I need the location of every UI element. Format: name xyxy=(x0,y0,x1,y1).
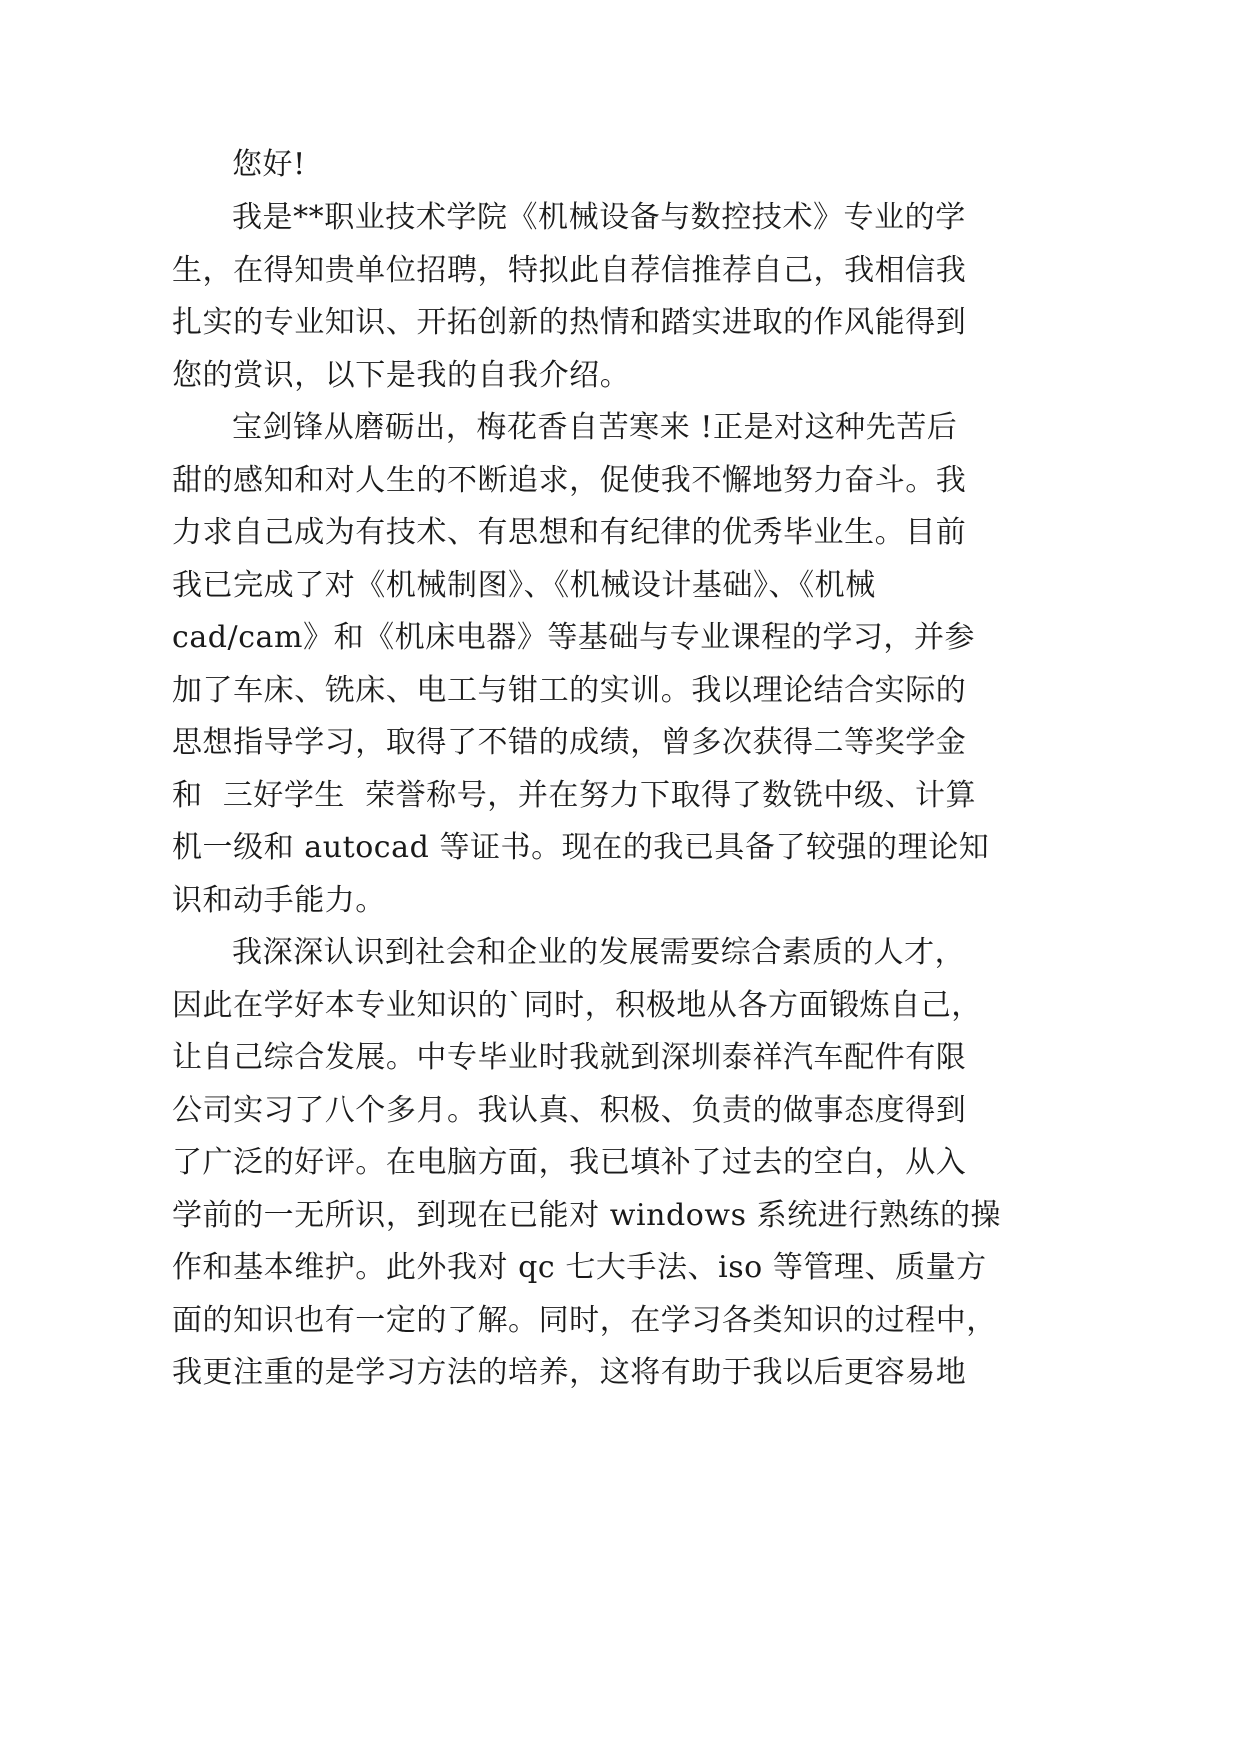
text-line: 宝剑锋从磨砺出，梅花香自苦寒来 !正是对这种先苦后 xyxy=(232,410,958,445)
text-line: 识和动手能力。 xyxy=(172,883,386,918)
text-line: 加了车床、铣床、电工与钳工的实训。我以理论结合实际的 xyxy=(172,673,967,708)
text-line: 公司实习了八个多月。我认真、积极、负责的做事态度得到 xyxy=(172,1093,967,1128)
text-line: 我是**职业技术学院《机械设备与数控技术》专业的学 xyxy=(232,200,966,235)
text-line: 我深深认识到社会和企业的发展需要综合素质的人才， xyxy=(232,935,966,970)
text-line: 我更注重的是学习方法的培养，这将有助于我以后更容易地 xyxy=(172,1355,967,1390)
text-line: 面的知识也有一定的了解。同时，在学习各类知识的过程中， xyxy=(172,1303,997,1338)
text-line: 扎实的专业知识、开拓创新的热情和踏实进取的作风能得到 xyxy=(172,305,967,340)
text-line: 力求自己成为有技术、有思想和有纪律的优秀毕业生。目前 xyxy=(172,515,967,550)
greeting-line: 您好! xyxy=(232,147,306,182)
text-line: 甜的感知和对人生的不断追求，促使我不懈地努力奋斗。我 xyxy=(172,463,967,498)
text-line: 我已完成了对《机械制图》、《机械设计基础》、《机械 xyxy=(172,568,876,603)
text-line: 作和基本维护。此外我对 qc 七大手法、iso 等管理、质量方 xyxy=(172,1250,987,1285)
text-line: 和 三好学生 荣誉称号，并在努力下取得了数铣中级、计算 xyxy=(172,778,977,813)
text-line: cad/cam》和《机床电器》等基础与专业课程的学习，并参 xyxy=(172,620,976,655)
text-line: 思想指导学习，取得了不错的成绩，曾多次获得二等奖学金 xyxy=(172,725,967,760)
text-line: 了广泛的好评。在电脑方面，我已填补了过去的空白，从入 xyxy=(172,1145,967,1180)
text-line: 让自己综合发展。中专毕业时我就到深圳泰祥汽车配件有限 xyxy=(172,1040,967,1075)
text-line: 生，在得知贵单位招聘，特拟此自荐信推荐自己，我相信我 xyxy=(172,253,967,288)
text-line: 因此在学好本专业知识的`同时，积极地从各方面锻炼自己， xyxy=(172,988,982,1023)
text-line: 机一级和 autocad 等证书。现在的我已具备了较强的理论知 xyxy=(172,830,990,865)
text-line: 学前的一无所识，到现在已能对 windows 系统进行熟练的操 xyxy=(172,1198,1002,1233)
text-line: 您的赏识，以下是我的自我介绍。 xyxy=(172,358,631,393)
